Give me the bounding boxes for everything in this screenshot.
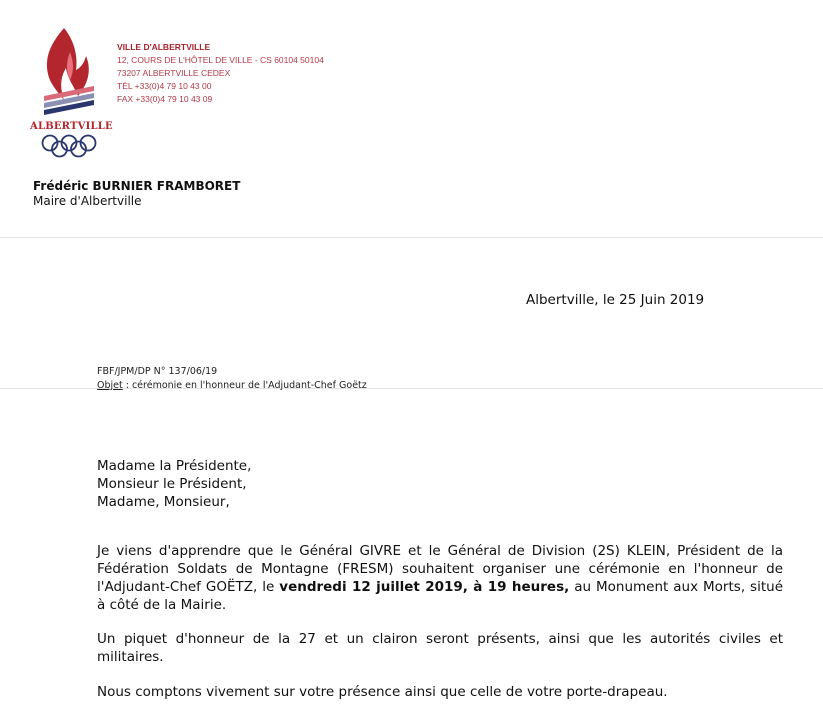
body-paragraph-1: [97, 542, 783, 614]
address-line: FAX +33(0)4 79 10 43 09: [117, 94, 213, 104]
object-text: : cérémonie en l'honneur de l'Adjudant-Chef Goëtz: [122, 380, 367, 391]
body-paragraph-2: Un piquet d'honneur de la 27 et un clairon seront présents, ainsi que les autorités civiles et militaires.: [97, 631, 783, 665]
scan-fold-line: [0, 237, 823, 238]
logo-city-label: ALBERTVILLE: [30, 121, 113, 132]
body-paragraph-3: Nous comptons vivement sur votre présence ainsi que celle de votre porte-drapeau.: [97, 684, 668, 700]
reference-number: FBF/JPM/DP N° 137/06/19: [97, 366, 218, 377]
salutation-line: Monsieur le Président,: [97, 476, 247, 492]
sender-name: Frédéric BURNIER FRAMBORET: [33, 179, 241, 193]
event-datetime: vendredi 12 juillet 2019, à 19 heures,: [279, 579, 570, 595]
salutation-line: Madame la Présidente,: [97, 458, 252, 474]
object-label: Objet: [97, 380, 123, 391]
address-line: VILLE D'ALBERTVILLE: [117, 42, 211, 52]
p1-text-before: Je viens d'apprendre que le Général GIVRE et le Général de Division (2S) KLEIN, Président de la Fédération Soldats de Montagne (FRESM) souhaitent organiser une cérémonie en l'honneur de l'Adjudant-Chef GOËTZ, le: [97, 543, 783, 595]
address-line: 12, COURS DE L'HÔTEL DE VILLE - CS 60104 50104: [117, 55, 324, 65]
address-line: 73207 ALBERTVILLE CEDEX: [117, 68, 231, 78]
address-line: TÉL +33(0)4 79 10 43 00: [117, 81, 212, 91]
salutation-line: Madame, Monsieur,: [97, 494, 230, 510]
letterhead-address: [117, 41, 324, 106]
sender-title: Maire d'Albertville: [33, 194, 142, 208]
olympic-rings-icon: [40, 134, 98, 162]
date-line: Albertville, le 25 Juin 2019: [526, 292, 705, 308]
object-line: [97, 380, 367, 391]
p1-text-after: au Monument aux Morts, situé à côté de la Mairie.: [97, 579, 783, 613]
